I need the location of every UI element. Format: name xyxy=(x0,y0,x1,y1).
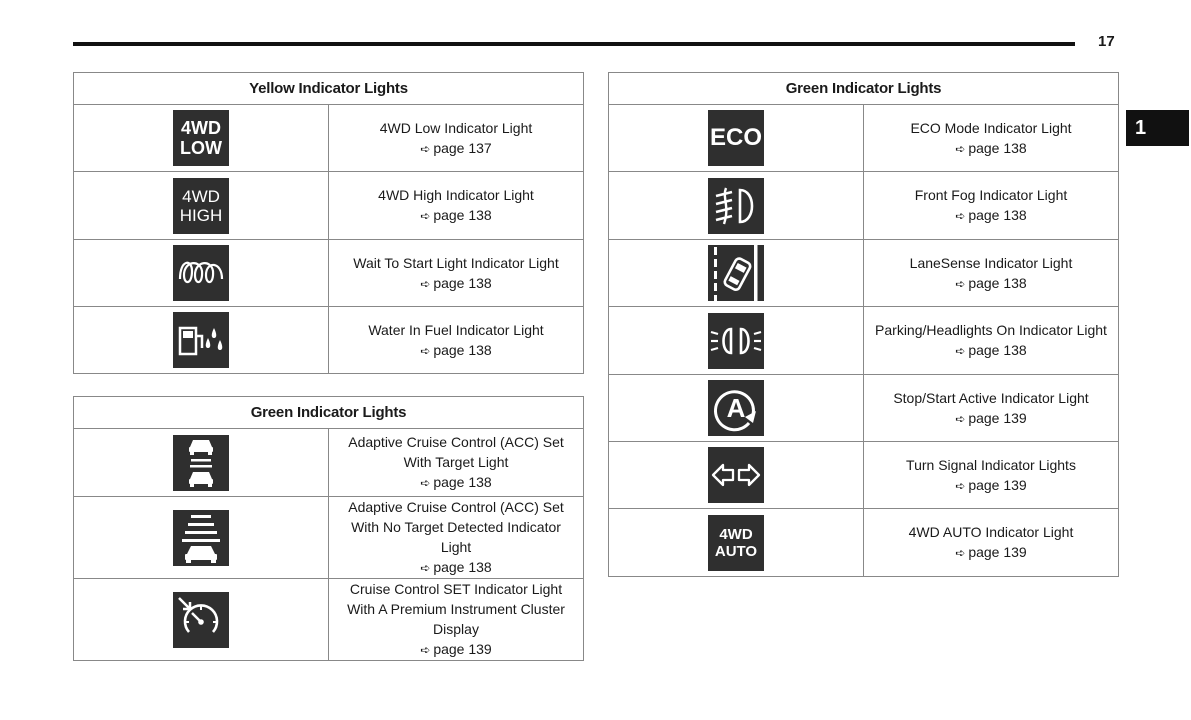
row-label: 4WD AUTO Indicator Light xyxy=(908,524,1074,540)
row-label: 4WD High Indicator Light xyxy=(378,187,534,203)
table-row xyxy=(74,240,584,307)
table-row xyxy=(609,375,1119,442)
row-label: Stop/Start Active Indicator Light xyxy=(893,389,1089,406)
page-ref-arrow-icon: ➪ xyxy=(420,561,431,575)
table-row xyxy=(74,307,584,374)
page-ref-arrow-icon: ➪ xyxy=(420,276,431,291)
page-ref-link[interactable]: ➪ page 139 xyxy=(955,409,1027,426)
page-ref-link[interactable]: ➪ page 139 xyxy=(420,641,492,657)
page-ref-link[interactable]: ➪ page 137 xyxy=(420,139,492,156)
acc-target-icon xyxy=(173,435,229,491)
green-indicator-table-right xyxy=(608,72,1119,577)
row-label: Water In Fuel Indicator Light xyxy=(368,321,544,338)
page-ref-link[interactable]: ➪ page 138 xyxy=(420,207,492,223)
table-row xyxy=(74,172,584,240)
table-row xyxy=(609,307,1119,375)
page-ref-link[interactable]: ➪ page 138 xyxy=(955,139,1027,156)
page-ref-link[interactable]: ➪ page 139 xyxy=(955,476,1027,493)
page-ref-arrow-icon: ➪ xyxy=(420,141,431,156)
4wd-auto-icon: 4WD AUTO xyxy=(708,515,764,571)
row-label: Turn Signal Indicator Lights xyxy=(906,456,1076,473)
page-ref-link[interactable]: ➪ page 138 xyxy=(420,474,492,490)
4wd-high-icon: 4WD HIGH xyxy=(173,178,229,234)
glow-plug-coil-icon xyxy=(173,245,229,301)
green-indicator-table-left xyxy=(73,396,584,661)
chapter-number: 1 xyxy=(1135,116,1147,139)
green-left-table-title: Green Indicator Lights xyxy=(74,397,584,429)
acc-no-target-icon xyxy=(173,510,229,566)
row-label: Parking/Headlights On Indicator Light xyxy=(875,322,1107,338)
row-label: Cruise Control SET Indicator Light With A Premium Instrument Cluster Display xyxy=(347,581,565,637)
top-rule xyxy=(73,42,1075,46)
table-row xyxy=(74,429,584,497)
4wd-low-icon: 4WD LOW xyxy=(173,110,229,166)
water-in-fuel-icon xyxy=(173,312,229,368)
eco-mode-icon: ECO xyxy=(708,110,764,166)
yellow-table-title: Yellow Indicator Lights xyxy=(74,73,584,105)
table-row xyxy=(609,442,1119,509)
table-row xyxy=(609,240,1119,307)
page-ref-link[interactable]: ➪ page 138 xyxy=(420,274,492,291)
page-ref-link[interactable]: ➪ page 139 xyxy=(955,544,1027,560)
page-ref-arrow-icon: ➪ xyxy=(955,546,966,560)
page-ref-arrow-icon: ➪ xyxy=(955,276,966,291)
front-fog-icon xyxy=(708,178,764,234)
row-label: Adaptive Cruise Control (ACC) Set With No Target Detected Indicator Light xyxy=(348,499,564,555)
row-label: Front Fog Indicator Light xyxy=(914,187,1068,203)
page-ref-link[interactable]: ➪ page 138 xyxy=(420,559,492,575)
page-ref-arrow-icon: ➪ xyxy=(420,343,431,358)
page-ref-arrow-icon: ➪ xyxy=(955,411,966,426)
row-label: Wait To Start Light Indicator Light xyxy=(353,254,559,271)
green-right-table-title: Green Indicator Lights xyxy=(609,73,1119,105)
page-ref-arrow-icon: ➪ xyxy=(955,478,966,493)
parking-lights-icon xyxy=(708,313,764,369)
page-ref-link[interactable]: ➪ page 138 xyxy=(420,341,492,358)
row-label: LaneSense Indicator Light xyxy=(909,254,1073,271)
cruise-set-icon xyxy=(173,592,229,648)
row-label: ECO Mode Indicator Light xyxy=(910,119,1072,136)
table-row xyxy=(609,172,1119,240)
row-label: Adaptive Cruise Control (ACC) Set With Target Light xyxy=(348,434,564,470)
table-row xyxy=(74,105,584,172)
turn-signal-icon xyxy=(708,447,764,503)
lanesense-icon xyxy=(708,245,764,301)
page-ref-arrow-icon: ➪ xyxy=(955,141,966,156)
chapter-tab xyxy=(1126,110,1189,146)
table-row xyxy=(609,509,1119,577)
page-number: 17 xyxy=(1098,33,1115,50)
page-ref-arrow-icon: ➪ xyxy=(420,476,431,490)
table-row xyxy=(74,497,584,579)
page-ref-link[interactable]: ➪ page 138 xyxy=(955,342,1027,358)
page-ref-arrow-icon: ➪ xyxy=(955,344,966,358)
stop-start-icon: A xyxy=(708,380,764,436)
table-row xyxy=(609,105,1119,172)
table-row xyxy=(74,579,584,661)
page-ref-arrow-icon: ➪ xyxy=(420,209,431,223)
page-ref-arrow-icon: ➪ xyxy=(955,209,966,223)
page-ref-link[interactable]: ➪ page 138 xyxy=(955,207,1027,223)
row-label: 4WD Low Indicator Light xyxy=(379,119,533,136)
page-ref-arrow-icon: ➪ xyxy=(420,643,431,657)
page-ref-link[interactable]: ➪ page 138 xyxy=(955,274,1027,291)
yellow-indicator-table xyxy=(73,72,584,374)
